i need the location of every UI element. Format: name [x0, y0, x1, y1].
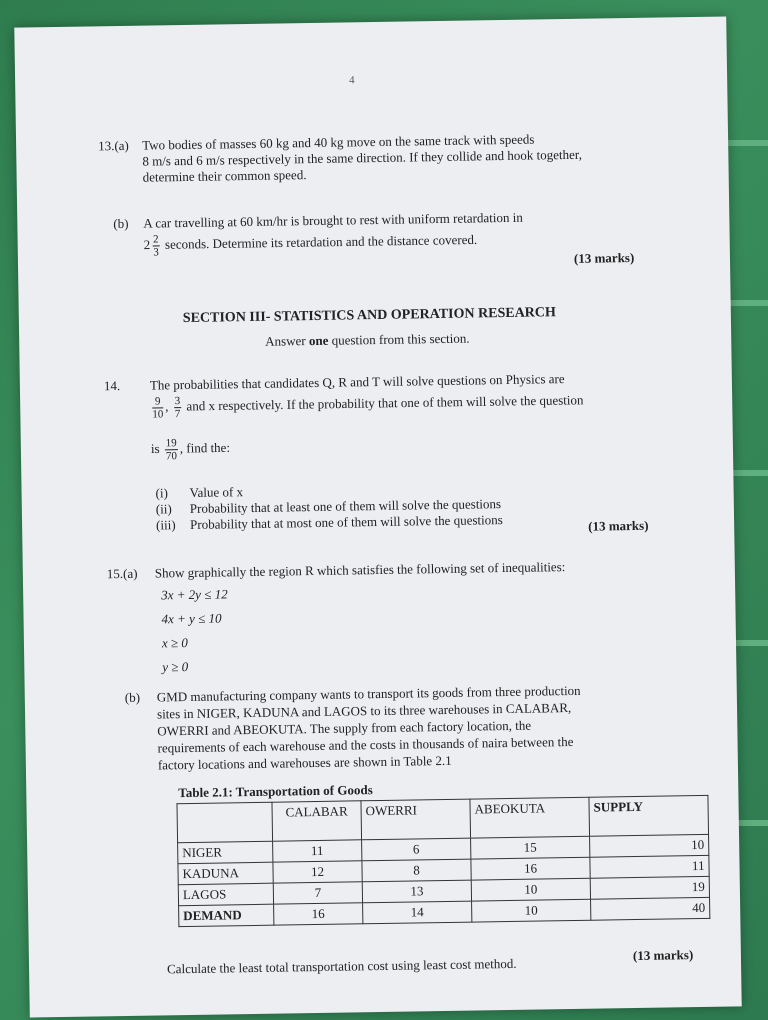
table-header-cell: ABEOKUTA: [470, 797, 590, 838]
table-header-cell: OWERRI: [361, 799, 471, 840]
q14-line-2: $\frac{9}{10}$ , $\frac{3}{7}$ and x respectively. If the probability that one of them will solve the question: [152, 392, 584, 421]
table-cell: 19: [590, 876, 709, 899]
q13-marks: (13 marks): [573, 249, 635, 266]
q15b-label: (b): [124, 689, 141, 705]
table-cell: 16: [274, 903, 363, 925]
fraction-q: $\frac{9}{10}$: [152, 395, 164, 421]
table-cell: 10: [471, 878, 590, 901]
table-cell: 7: [273, 882, 362, 904]
q15b-line-2: sites in NIGER, KADUNA and LAGOS to its three warehouses in CALABAR,: [156, 699, 572, 722]
table-cell: 8: [362, 859, 471, 882]
q15b-line-4: requirements of each warehouse and the costs in thousands of naira between the: [157, 733, 574, 756]
q13a-line-3: determine their common speed.: [142, 167, 307, 185]
table-cell: 10: [590, 834, 709, 857]
inequality-1: 3x + 2y ≤ 12: [161, 586, 228, 603]
q13a-line-2: 8 m/s and 6 m/s respectively in the same direction. If they collide and hook together,: [142, 146, 583, 169]
table-caption: Table 2.1: Transportation of Goods: [178, 782, 373, 801]
table-header-cell: SUPPLY: [589, 795, 709, 836]
q15b-line-5: factory locations and warehouses are shown in Table 2.1: [157, 752, 452, 773]
table-cell: NIGER: [178, 841, 273, 863]
q13a-line-1: Two bodies of masses 60 kg and 40 kg move on the same track with speeds: [142, 131, 535, 153]
q14-part-iii: (iii) Probability that at most one of them will solve the questions: [155, 512, 503, 533]
table-cell: 10: [472, 899, 591, 922]
inequality-2: 4x + y ≤ 10: [161, 610, 222, 627]
fraction-r: $\frac{3}{7}$: [174, 395, 181, 421]
page-number: 4: [349, 74, 355, 87]
table-cell: 14: [363, 901, 472, 924]
table-cell: LAGOS: [178, 883, 273, 905]
q13b-line-1: A car travelling at 60 km/hr is brought to rest with uniform retardation in: [143, 209, 523, 231]
fraction-one-solves: $\frac{19}{70}$: [165, 437, 178, 463]
table-cell: 16: [471, 857, 590, 880]
inequality-4: y ≥ 0: [162, 659, 189, 675]
q15b-line-1: GMD manufacturing company wants to transport its goods from three production: [156, 682, 581, 705]
q13b-line-2: [144, 228, 478, 258]
q13b-text: seconds. Determine its retardation and the distance covered.: [164, 231, 478, 252]
q14-line-3: is $\frac{19}{70}$ , find the:: [150, 437, 231, 463]
table-cell: 11: [590, 855, 709, 878]
table-cell: 13: [362, 880, 471, 903]
final-instruction: Calculate the least total transportation cost using least cost method.: [166, 955, 517, 977]
q14-line-1: The probabilities that candidates Q, R and T will solve questions on Physics are: [149, 371, 565, 393]
section-instruction: Answer one question from this section.: [265, 330, 470, 349]
transportation-table: [176, 795, 710, 927]
q15a-label: 15.(a): [106, 565, 138, 582]
mixed-number-whole: 2: [143, 237, 151, 253]
q13a-label: 13.(a): [98, 137, 129, 154]
q14-marks: (13 marks): [588, 517, 649, 534]
q13b-label: (b): [113, 215, 129, 232]
table-header-cell: [177, 802, 273, 842]
q15b-line-3: OWERRI and ABEOKUTA. The supply from each factory location, the: [157, 717, 532, 739]
table-cell: KADUNA: [178, 862, 273, 884]
table-cell: DEMAND: [179, 904, 274, 926]
q14-label: 14.: [103, 378, 121, 394]
table-cell: 11: [273, 840, 362, 862]
table-header-cell: CALABAR: [272, 801, 362, 841]
q14-part-i: (i) Value of x: [155, 484, 244, 501]
table-cell: 15: [471, 836, 590, 859]
q15a-line: Show graphically the region R which satisfies the following set of inequalities:: [154, 559, 566, 581]
table-cell: 12: [273, 861, 362, 883]
table-cell: 40: [591, 897, 710, 920]
q15-marks: (13 marks): [632, 947, 694, 964]
mixed-number-fraction: $\frac{2}{3}$: [153, 233, 159, 259]
section-title: SECTION III- STATISTICS AND OPERATION RESEARCH: [182, 305, 556, 327]
q14-part-ii: (ii) Probability that at least one of them will solve the questions: [155, 496, 502, 517]
q14-line-2-text: and x respectively. If the probability that one of them will solve the question: [186, 392, 584, 414]
inequality-3: x ≥ 0: [161, 635, 188, 651]
exam-page: [14, 16, 741, 1017]
table-cell: 6: [362, 838, 471, 861]
